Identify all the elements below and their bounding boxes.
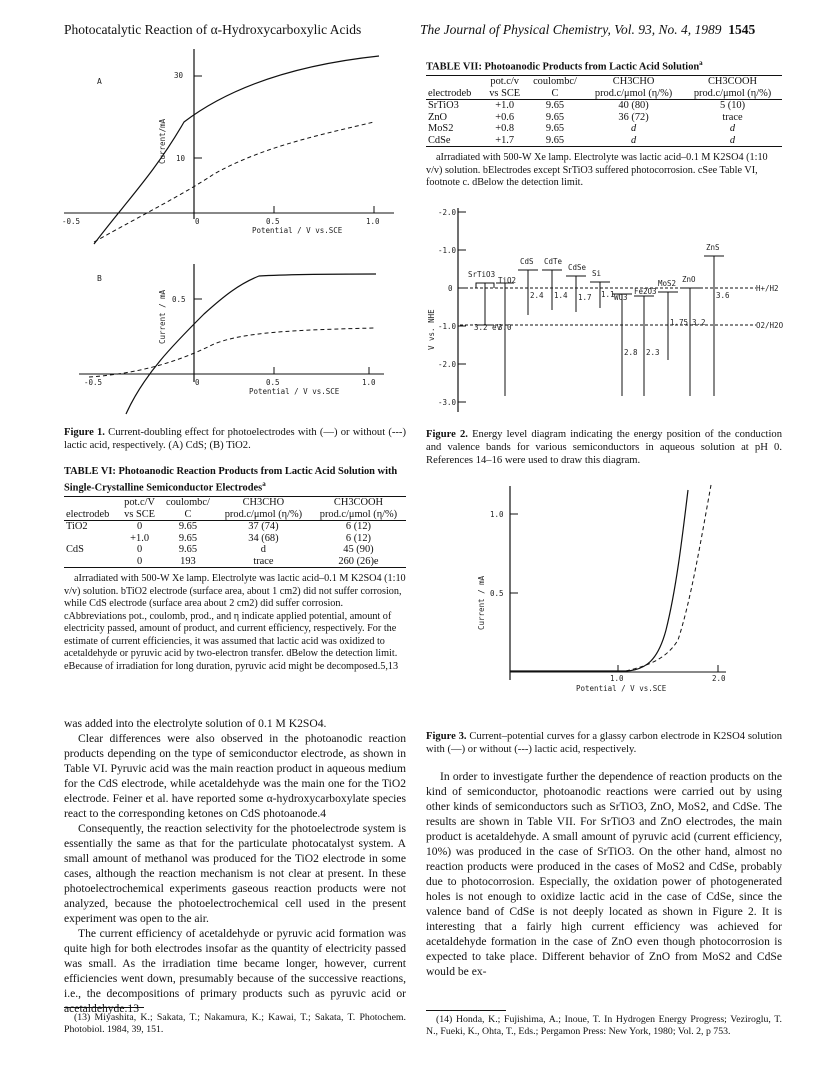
- body-text-right: In order to investigate further the dependence of reaction products on the kind of semiconductor, photoanodic reactions were carried out by using other kinds of semiconductors such as SrTiO3, ZnO, MoS2, and CdSe. The results are shown in Table VII. For SrTiO3 and ZnO electrodes, the main product is acetaldehyde. A small amount of pyruvic acid (current efficiency, 10%) was produced in the case of SrTiO3. On the other hand, almost no reaction products were produced in the cases of MoS2 and CdSe, probably due to photocorrosion. Especially, the oxidation power of photogenerated holes is not enough to oxidize lactic acid in the case of CdSe, since the valence band of CdSe is not deeply located as shown in Figure 2. It is interesting that a fairly high current efficiency was achieved for acetaldehyde formation in the case of ZnO even though photocorrosion is expected to take place. Different behavior of ZnO from MoS2 and CdSe would be ex-: [426, 770, 782, 978]
- fig1a-ytick-30: 30: [174, 71, 184, 80]
- fig3-ytick-05: 0.5: [490, 589, 504, 598]
- table-row: +1.0 9.65 34 (68) 6 (12): [130, 532, 372, 544]
- fig2-ytick-2: 0: [448, 284, 453, 293]
- fig1a-ylabel: Current/mA: [158, 118, 167, 164]
- panel-b-label: B: [97, 274, 102, 283]
- table-7-title: TABLE VII: Photoanodic Products from Lactic Acid Solution$^a$: [426, 59, 703, 73]
- fig2-mat-cdse: CdSe: [568, 263, 587, 272]
- fig2-mat-wo3: WO3: [614, 293, 628, 302]
- fig2-gap-8: 1.75: [670, 318, 689, 327]
- fig1a-ytick-10: 10: [176, 154, 186, 163]
- fig2-gap-9: 3.2: [692, 318, 706, 327]
- fig2-gap-5: 1.1: [601, 290, 615, 299]
- figure-2-caption: Figure 2. Energy level diagram indicating the energy position of the conduction and valence bands for various semiconductors in aqueous solution at pH 0. References 14–16 were used to draw this diagram.: [426, 429, 783, 466]
- fig1b-ylabel: Current / mA: [158, 289, 167, 344]
- table-row: CdS 0 9.65 d 45 (90): [66, 544, 374, 556]
- table-row: CdSe +1.7 9.65 d d: [426, 135, 782, 147]
- fig2-ref-o2: O2/H2O: [756, 321, 784, 330]
- fig3-ytick-10: 1.0: [490, 510, 504, 519]
- table-row: MoS2 +0.8 9.65 d d: [428, 123, 736, 135]
- journal-citation: The Journal of Physical Chemistry, Vol. 93, No. 4, 1989 1545: [420, 22, 756, 37]
- fig2-gap-7: 2.3: [646, 348, 660, 357]
- fig2-ytick-5: -3.0: [438, 398, 457, 407]
- fig1a-xtick-10: 1.0: [366, 217, 380, 226]
- table-6-footnote: aIrradiated with 500-W Xe lamp. Electrolyte was lactic acid–0.1 M K2SO4 (1:10 v/v) solution. bTiO2 electrode (surface area, about 1 cm2) did not suffer corrosion, while CdS electrode (surface area about 2 cm2) did suffer corrosion. cAbbreviations pot., coulomb, prod., and η indicate applied potential, amount of electricity passed, amount of product, and current efficiency, respectively. For the estimate of current efficiencies, it was assumed that lactic acid was oxidized to acetaldehyde or pyruvic acid by two-electron transfer. dBelow the detection limit. eBecause of irradiation for long duration, pyruvic acid might be decomposed.5,13: [64, 573, 406, 672]
- fig2-mat-zno: ZnO: [682, 275, 696, 284]
- fig1a-xlabel: Potential / V vs.SCE: [252, 226, 343, 235]
- panel-a-label: A: [97, 77, 102, 86]
- figure-2: [426, 200, 782, 418]
- table-row: SrTiO3 +1.0 9.65 40 (80) 5 (10): [428, 100, 746, 112]
- fig3-ylabel: Current / mA: [477, 575, 486, 630]
- fig2-mat-si: Si: [592, 269, 602, 278]
- figure-1-caption: Figure 1. Current-doubling effect for photoelectrodes with (—) or without (---) lactic acid, respectively. (A) CdS; (B) TiO2.: [64, 427, 406, 451]
- fig2-gap-6: 2.8: [624, 348, 638, 357]
- fig2-ytick-0: -2.0: [438, 208, 457, 217]
- fig3-xlabel: Potential / V vs.SCE: [576, 684, 667, 693]
- fig2-mat-tio2: TiO2: [498, 276, 517, 285]
- fig1a-xtick-05: 0.5: [266, 217, 280, 226]
- fig1a-xtick-m05: -0.5: [62, 217, 81, 226]
- table-6: TABLE VI: Photoanodic Reaction Products from Lactic Acid Solution with Single-Crystalline Semiconductor Electrodes$^a$ pot.c/V coulombc/ CH3CHO CH3COOH electrodeb vs SCE C prod.c/μmol (η/%) prod.c/μmol (η/%) TiO2 0 9.65 37 (74) 6 (12) +1.0 9.65 34 (68) 6 (12) CdS 0 9.65 d 45 (90) 0 193 trace 260 (26)e aIrradiated with 500-W Xe lamp. Electrolyte was lactic acid–0.1 M K2SO4 (1:10 v/v) solution. bTiO2 electrode (surface area, about 1 cm2) did not suffer corrosion, while CdS electrode (surface area about 2 cm2) did suffer corrosion. cAbbreviations pot., coulomb, prod., and η indicate applied potential, amount of electricity passed, amount of product, and current efficiency, respectively. For the estimate of current efficiencies, it was assumed that lactic acid was oxidized to acetaldehyde or pyruvic acid by two-electron transfer. dBelow the detection limit. eBecause of irradiation for long duration, pyruvic acid might be decomposed.5,13: [64, 466, 406, 672]
- fig2-mat-zns: ZnS: [706, 243, 720, 252]
- fig2-gap-4: 1.7: [578, 293, 592, 302]
- fig1b-xtick-0: 0: [195, 378, 200, 387]
- table-7: TABLE VII: Photoanodic Products from Lactic Acid Solution$^a$ pot.c/v coulombc/ CH3CHO CH3COOH electrodeb vs SCE C prod.c/μmol (η/%) prod.c/μmol (η/%) SrTiO3 +1.0 9.65 40 (80) 5 (10) ZnO +0.6 9.65 36 (72) trace MoS2 +0.8 9.65 d d CdSe +1.7 9.65 d d aIrradiated with 500-W Xe lamp. Electrolyte was lactic acid–0.1 M K2SO4 (1:10 v/v) solution. bElectrodes except SrTiO3 suffered photocorrosion. cSee Table VI, footnote c. dBelow the detection limit.: [426, 57, 782, 190]
- reference-14: (14) Honda, K.; Fujishima, A.; Inoue, T. In Hydrogen Energy Progress; Veziroglu, T. N., Fueki, K., Ohta, T., Eds.; Pergamon Press: New York, 1980; Vol. 2, p 753.: [426, 1014, 782, 1037]
- fig1b-xtick-05: 0.5: [266, 378, 280, 387]
- fig1b-xlabel: Potential / V vs.SCE: [249, 387, 340, 396]
- fig2-ytick-4: -2.0: [438, 360, 457, 369]
- fig2-mat-mos2: MoS2: [658, 279, 677, 288]
- figure-3-caption: Figure 3. Current–potential curves for a glassy carbon electrode in K2SO4 solution with (—) or without (---) lactic acid, respectively.: [426, 731, 782, 755]
- body-text-left: was added into the electrolyte solution of 0.1 M K2SO4. Clear differences were also observed in the photoanodic reaction products depending on the type of semiconductor electrode, as shown in Table VI. Pyruvic acid was the main reaction product in aqueous medium for the CdS electrode, while acetaldehyde was the main one for the TiO2 electrode. Feiner et al. have reported some α-hydroxycarboxylate species react to the corresponding ketones on CdS photoanode.4 Consequently, the reaction selectivity for the photoelectrode system is essentially the same as that for the particulate photocatalyst system. A small amount of methanol was produced for the TiO2 electrode in some cases, although the reaction mechanism is not clear at present. In these photoelectrochemical experiments gaseous reaction products were not analyzed, because the photoelectrochemical cell used in the present experiment was open to the air. The current efficiency of acetaldehyde or pyruvic acid formation was quite high for both electrodes insofar as the quantity of electricity passed was small. As the irradiation time became longer, however, current efficiencies went down, presumably because of the successive reactions, i.e., the decompositions of primary products such as pyruvic acid or acetaldehyde.13: [64, 717, 406, 1015]
- table-7-footnote: aIrradiated with 500-W Xe lamp. Electrolyte was lactic acid–0.1 M K2SO4 (1:10 v/v) solution. bElectrodes except SrTiO3 suffered photocorrosion. cSee Table VI, footnote c. dBelow the detection limit.: [426, 152, 768, 189]
- fig1b-xtick-m05: -0.5: [84, 378, 103, 387]
- fig2-gap-10: 3.6: [716, 291, 730, 300]
- table-row: 0 193 trace 260 (26)e: [64, 556, 406, 568]
- table-6-title: TABLE VI: Photoanodic Reaction Products from Lactic Acid Solution with Single-Crystalline Semiconductor Electrodes$^a$: [64, 466, 398, 494]
- fig1a-xtick-0: 0: [195, 217, 200, 226]
- reference-13: (13) Miyashita, K.; Sakata, T.; Nakamura, K.; Kawai, T.; Sakata, T. Photochem. Photobiol. 1984, 39, 151.: [64, 1012, 406, 1035]
- figure-1: [64, 44, 406, 422]
- table-row: ZnO +0.6 9.65 36 (72) trace: [428, 111, 743, 123]
- fig2-gap-2: 2.4: [530, 291, 544, 300]
- running-head: Photocatalytic Reaction of α-Hydroxycarboxylic Acids: [64, 22, 362, 37]
- fig2-mat-fe2o3: Fe2O3: [634, 287, 657, 296]
- fig1b-xtick-10: 1.0: [362, 378, 376, 387]
- figure-3: [426, 480, 782, 720]
- table-row: TiO2 0 9.65 37 (74) 6 (12): [66, 521, 372, 533]
- fig2-mat-cds: CdS: [520, 257, 534, 266]
- page-number: 1545: [728, 22, 756, 37]
- fig2-gap-3: 1.4: [554, 291, 568, 300]
- fig2-ref-h2: H+/H2: [756, 284, 779, 293]
- fig3-xtick-10: 1.0: [610, 674, 624, 683]
- fig2-ytick-3: -1.0: [438, 322, 457, 331]
- fig2-gap-0: 3.2 eV: [474, 323, 502, 332]
- fig2-mat-cdte: CdTe: [544, 257, 563, 266]
- fig2-ytick-1: -1.0: [438, 246, 457, 255]
- fig2-mat-srtio3: SrTiO3: [468, 270, 496, 279]
- fig2-gap-1: 3.0: [498, 323, 512, 332]
- fig3-xtick-20: 2.0: [712, 674, 726, 683]
- fig2-ylabel: V vs. NHE: [427, 309, 436, 350]
- fig1b-ytick-05: 0.5: [172, 295, 186, 304]
